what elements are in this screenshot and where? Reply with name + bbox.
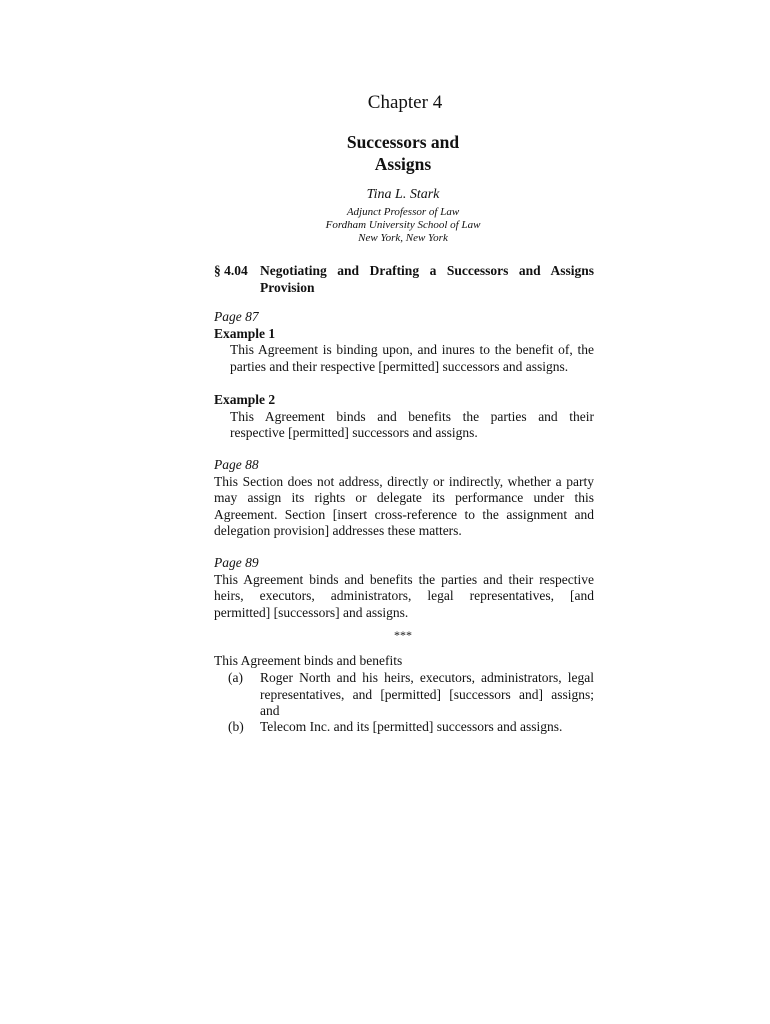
list-item-b-text <box>260 719 594 736</box>
page-88-line-1: This Section does not address, directly or indirectly, whether a party <box>214 473 594 489</box>
example-1-line-2: parties and their respective [permitted] successors and assigns. <box>230 358 569 374</box>
example-1-heading: Example 1 <box>214 325 276 341</box>
section-title-line-1: Negotiating and Drafting a Successors and Assigns <box>260 263 594 278</box>
list-item-a-line-3: and <box>260 703 280 718</box>
page-88-block <box>214 457 594 540</box>
section-title-line-2: Provision <box>260 280 315 295</box>
author-title: Adjunct Professor of Law <box>346 206 460 218</box>
list-item-a-line-2: representatives, and [permitted] [successors and] assigns; <box>260 686 594 702</box>
list-item-a-text <box>260 670 594 720</box>
example-2-line-2: respective [permitted] successors and assigns. <box>230 425 478 440</box>
page-88-line-3: Agreement. Section [insert cross-reference to the assignment and <box>214 506 594 522</box>
chapter-title-line-1: Successors and <box>346 132 460 152</box>
chapter-title <box>0 131 770 175</box>
page-89-block <box>214 555 594 621</box>
page-reference-87: Page 87 <box>214 309 259 324</box>
page-89-line-2: heirs, executors, administrators, legal representatives, [and <box>214 588 594 603</box>
chapter-label: Chapter 4 <box>367 92 443 113</box>
list-item-b <box>228 719 594 737</box>
chapter-title-line-2: Assigns <box>374 154 432 174</box>
list-item-b-label: (b) <box>228 719 244 734</box>
section-number: § 4.04 <box>214 263 248 278</box>
example-2-block <box>214 392 594 442</box>
page-reference-89: Page 89 <box>214 555 259 570</box>
page-88-line-2: may assign its rights or delegate its performance under this <box>214 490 594 505</box>
example-2-line-1: This Agreement binds and benefits the parties and their <box>230 408 594 424</box>
list-item-a <box>228 670 594 720</box>
page-88-line-4: delegation provision] addresses these matters. <box>214 523 462 538</box>
page-87-block <box>214 309 594 375</box>
example-2-text <box>230 409 594 442</box>
list-item-a-line-1: Roger North and his heirs, executors, administrators, legal <box>260 670 594 685</box>
page-89-line-1: This Agreement binds and benefits the parties and their respective <box>214 571 594 587</box>
list-item-b-line-1: Telecom Inc. and its [permitted] successors and assigns. <box>260 719 563 734</box>
page-89-line-3: permitted] [successors] and assigns. <box>214 604 409 620</box>
page-reference-88: Page 88 <box>214 457 259 472</box>
example-1-text <box>230 342 594 375</box>
section-title <box>260 262 594 296</box>
list-item-a-label: (a) <box>228 670 243 685</box>
section-separator: *** <box>394 628 412 642</box>
author-name: Tina L. Stark <box>366 187 440 202</box>
list-intro: This Agreement binds and benefits <box>214 653 403 668</box>
page-88-paragraph <box>214 474 594 540</box>
example-2-heading: Example 2 <box>214 392 276 407</box>
page-89-paragraph <box>214 572 594 622</box>
author-school: Fordham University School of Law <box>325 219 481 231</box>
author-location: New York, New York <box>358 232 448 244</box>
example-1-line-1: This Agreement is binding upon, and inures to the benefit of, the <box>230 342 594 357</box>
